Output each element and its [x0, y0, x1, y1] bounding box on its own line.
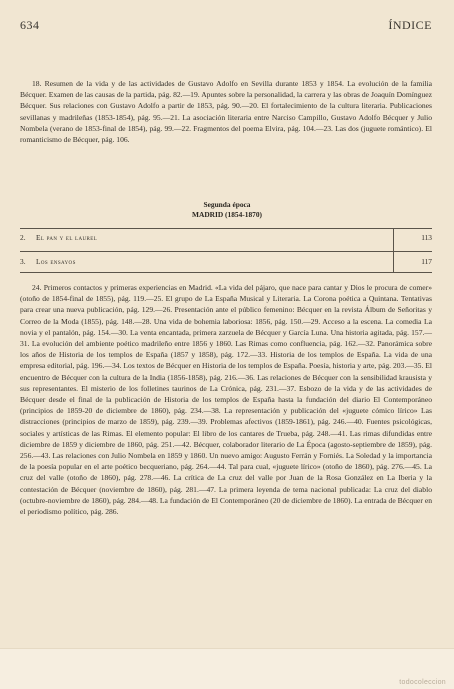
chapter-page: 117 [421, 257, 432, 266]
section-label: Segunda época [203, 200, 251, 209]
chapter-page: 113 [421, 233, 432, 242]
section-heading [0, 200, 454, 220]
table-rule-top [20, 228, 432, 229]
toc-block-second-epoch [20, 282, 432, 517]
chapter-title: El pan y el laurel [36, 233, 98, 242]
toc-paragraph: 24. Primeros contactos y primeras experiencias en Madrid. «La vida del pájaro, que nace para cantar y Dios le procura de comer» (otoño de 1854-final de 1855), pág. 119.—25. El grupo de La España Musical y Literaria. La Corona poética a Quintana. Tentativas para crear una nueva publicación, pág. 129.—26. Presentación ante el público femenino: Bécquer en la revista Álbum de Señoritas y Correo de la Moda (1855), pág. 148.—28. Una vida de bohemia laboriosa: 1856, pág. 150.—29. Acceso a la escena. La comedia La novia y el pantalón, pág. 154.—30. La venta encantada, primera zarzuela de Bécquer y García Luna. Una historia agitada, pág. 157.—31. La evolución del ambiente poético madrileño entre 1856 y 1860. Las Rimas como confluencia, pág. 162.—32. Panorámica sobre los años de Historia de los templos de España (1857 y 1858), pág. 172.—33. Historia de los templos de España. La vida de una empresa editorial, pág. 196.—34. Los textos de Bécquer en Historia de los templos de España. Poesía, historia y arte, pág. 203.—35. El encuentro de Bécquer con la cultura de la India (1856-1858), pág. 216.—36. Las relaciones de Bécquer con la sensibilidad krausista y sus representantes. El misterio de los folletines taurinos de La Crónica, pág. 231.—37. Esbozo de la vida y de las actividades de Bécquer desde el final de la publicación de Historia de los templos de España hasta la fundación del diario El Contemporáneo (principios de 1859-20 de diciembre de 1860), pág. 234.—38. La representación y publicación del «juguete cómico lírico» Las distracciones (principios de marzo de 1859), pág. 239.—39. Problemas afectivos (1859-1861), pág. 246.—40. Fuentes psicológicas, sociales y artísticas de las Rimas. El elemento popular: El libro de los cantares de Trueba, pág. 248.—41. Las rimas difundidas entre diciembre de 1859 y diciembre de 1860, pág. 251.—42. Bécquer, colaborador literario de La Época (agosto-septiembre de 1859), pág. 256.—43. Las relaciones con Julio Nombela en 1859 y 1860. Un nuevo amigo: Augusto Ferrán y Forniés. La Soledad y la importancia de la poesía popular en el arte poético becqueriano, pág. 264.—44. Tal para cual, «juguete lírico» (otoño de 1860), pág. 276.—45. La cruz del valle (otoño de 1860), pág. 278.—46. La crítica de La cruz del valle por Juan de la Rosa González en La Iberia y la contestación de Bécquer (noviembre de 1860), pág. 281.—47. La primera leyenda de tema nacional publicada: La cruz del diablo (octubre-noviembre de 1860), pág. 284.—48. La fundación de El Contemporáneo (20 de diciembre de 1860). La entrada de Bécquer en el periodismo político, pág. 286. [20, 283, 432, 517]
chapter-row [20, 233, 432, 245]
running-header [20, 18, 432, 36]
watermark: todocoleccion [399, 679, 446, 686]
chapter-number: 3. [20, 257, 26, 266]
watermark-band [0, 648, 454, 689]
page-number: 634 [20, 18, 40, 32]
chapter-number: 2. [20, 233, 26, 242]
toc-block-first-epoch [20, 78, 432, 145]
table-rule-bottom [20, 272, 432, 273]
chapter-row [20, 257, 432, 269]
chapter-title: Los ensayos [36, 257, 76, 266]
running-head-title: ÍNDICE [388, 18, 432, 32]
table-column-divider [393, 228, 394, 272]
section-title: MADRID (1854-1870) [192, 210, 262, 219]
table-rule-middle [20, 251, 432, 252]
toc-paragraph: 18. Resumen de la vida y de las actividades de Gustavo Adolfo en Sevilla durante 1853 y 1854. La evolución de la familia Bécquer. Examen de las causas de la partida, pág. 82.—19. Apuntes sobre la personalidad, la carrera y las obras de Joaquín Domínguez Bécquer. Sus relaciones con Gustavo Adolfo a partir de 1853, pág. 90.—20. El fortalecimiento de la cultura literaria. Publicaciones sevillanas y madrileñas (1853-1854), pág. 95.—21. La asociación literaria entre Narciso Campillo, Gustavo Adolfo Bécquer y Julio Nombela (verano de 1853-final de 1854), pág. 99.—22. Fragmentos del poema Elvira, pág. 104.—23. Las dos (juguete romántico). El romanticismo de Bécquer, pág. 106. [20, 79, 432, 145]
